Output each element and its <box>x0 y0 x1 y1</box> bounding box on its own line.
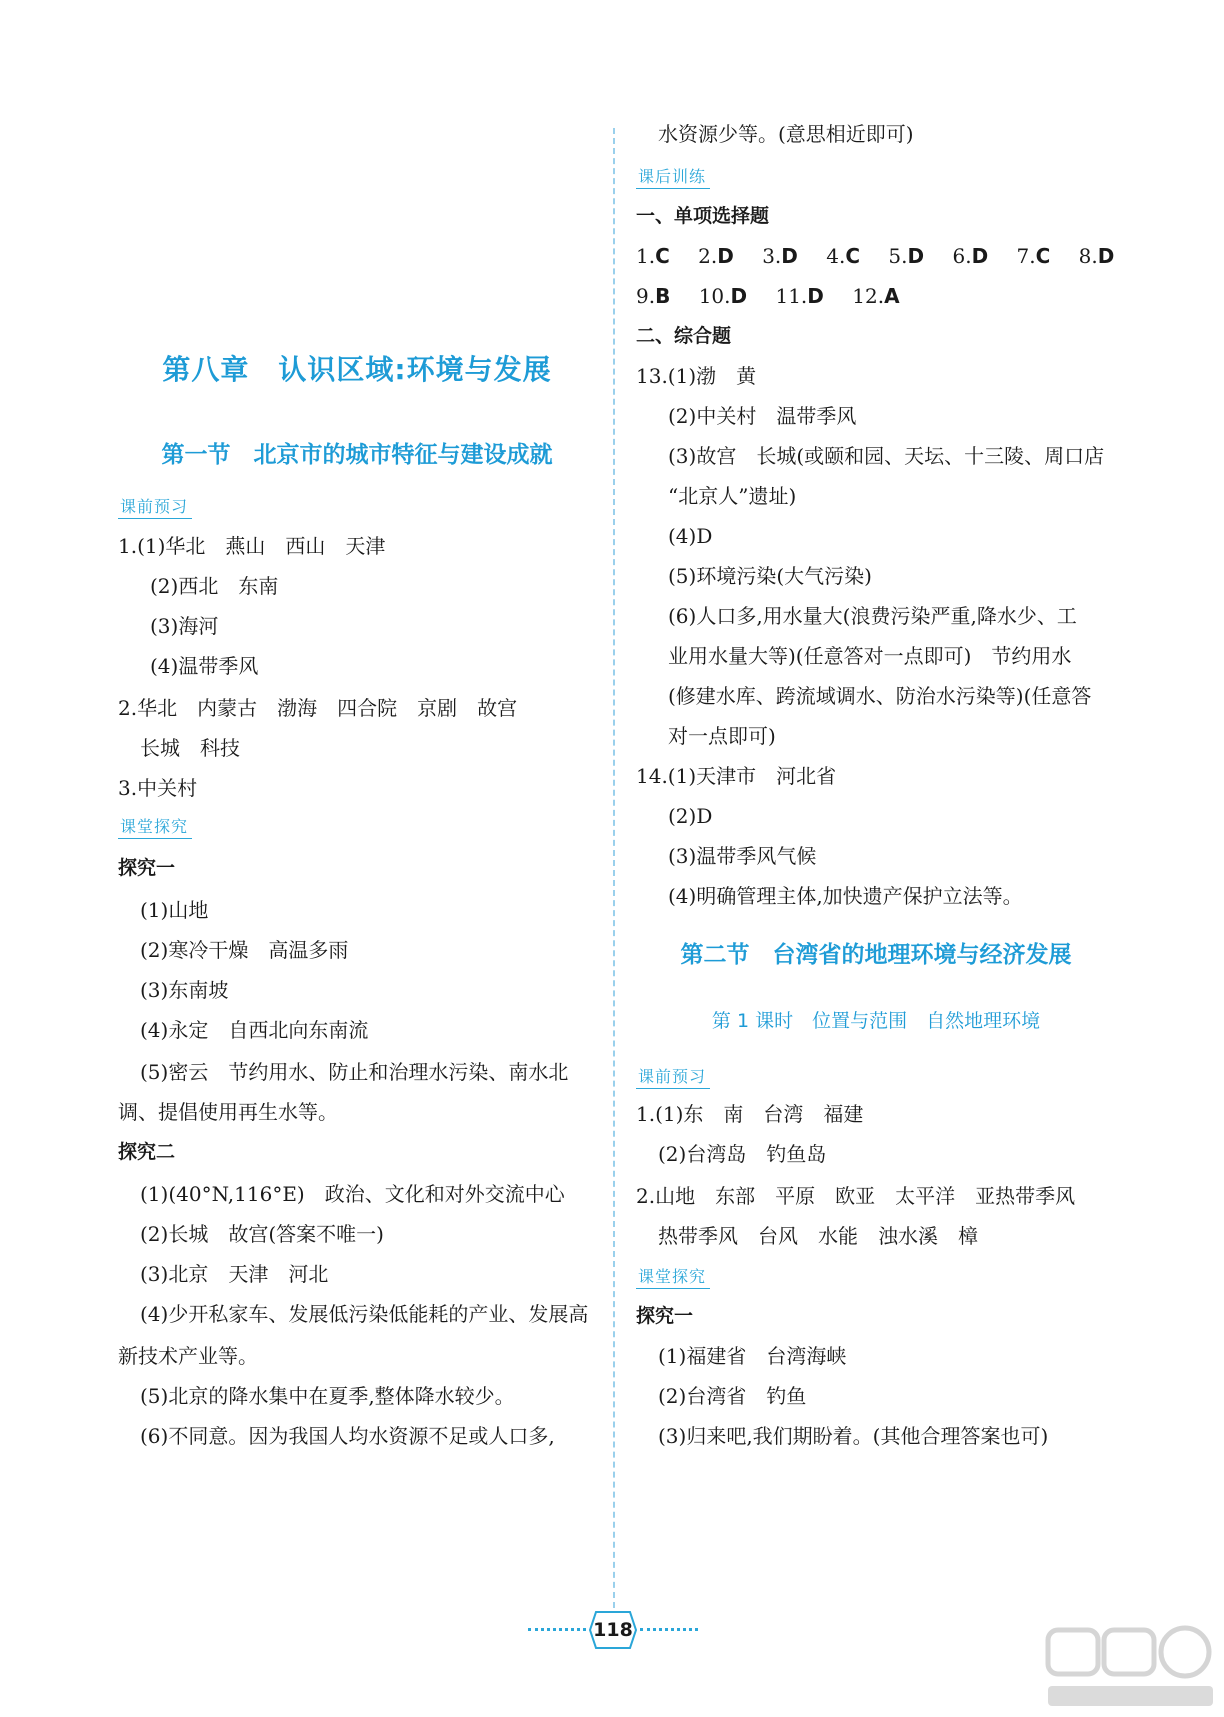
answer-line: (2)台湾岛 钓鱼岛 <box>658 1142 827 1166</box>
answer-line: 调、提倡使用再生水等。 <box>118 1100 338 1124</box>
answer-line: 新技术产业等。 <box>118 1344 258 1368</box>
footer-dots-left <box>528 1628 586 1631</box>
answer-line: “北京人”遗址) <box>668 484 797 508</box>
tag-class-explore: 课堂探究 <box>118 814 192 839</box>
answer-line: (4)少开私家车、发展低污染低能耗的产业、发展高 <box>140 1302 589 1326</box>
footer-dots-right <box>640 1628 698 1631</box>
answer-line: (6)人口多,用水量大(浪费污染严重,降水少、工 <box>668 604 1077 628</box>
watermark-logo-icon <box>1040 1620 1220 1715</box>
answer-line: (2)台湾省 钓鱼 <box>658 1384 807 1408</box>
answer-line: (3)温带季风气候 <box>668 844 817 868</box>
answer-line: (2)西北 东南 <box>150 574 279 598</box>
answer-line: (5)北京的降水集中在夏季,整体降水较少。 <box>140 1384 515 1408</box>
answer-line: 1.(1)东 南 台湾 福建 <box>636 1102 864 1126</box>
answer-line: (4)永定 自西北向东南流 <box>140 1018 369 1042</box>
answer-line: (3)东南坡 <box>140 978 229 1002</box>
answer-line: 3.中关村 <box>118 776 198 800</box>
lesson-1-title: 第 1 课时 位置与范围 自然地理环境 <box>711 1010 1041 1032</box>
column-divider <box>613 128 615 1618</box>
answer-line: (6)不同意。因为我国人均水资源不足或人口多, <box>140 1424 555 1448</box>
answer-line: (1)(40°N,116°E) 政治、文化和对外交流中心 <box>140 1182 565 1206</box>
comprehensive-heading: 二、综合题 <box>636 325 732 347</box>
answer-line: 对一点即可) <box>668 724 776 748</box>
tag-preview: 课前预习 <box>636 1064 710 1089</box>
answer-line: (2)中关村 温带季风 <box>668 404 857 428</box>
section-2-title: 第二节 台湾省的地理环境与经济发展 <box>680 941 1072 968</box>
answer-line: 13.(1)渤 黄 <box>636 364 757 388</box>
answer-line: 业用水量大等)(任意答对一点即可) 节约用水 <box>668 644 1072 668</box>
answer-line: (修建水库、跨流域调水、防治水污染等)(任意答 <box>668 684 1092 708</box>
section-1-title: 第一节 北京市的城市特征与建设成就 <box>161 441 553 468</box>
tag-class-explore: 课堂探究 <box>636 1264 710 1289</box>
answer-line: (5)环境污染(大气污染) <box>668 564 872 588</box>
answer-line: (3)北京 天津 河北 <box>140 1262 329 1286</box>
answer-line: (3)归来吧,我们期盼着。(其他合理答案也可) <box>658 1424 1049 1448</box>
tag-after-class: 课后训练 <box>636 164 710 189</box>
page-number-badge <box>588 1608 638 1652</box>
answer-line: (4)温带季风 <box>150 654 259 678</box>
answer-line: 长城 科技 <box>140 736 240 760</box>
answer-line: (2)D <box>668 804 713 828</box>
answer-line: 2.华北 内蒙古 渤海 四合院 京剧 故宫 <box>118 696 518 720</box>
answer-line: (4)D <box>668 524 713 548</box>
answer-line: 热带季风 台风 水能 浊水溪 樟 <box>658 1224 978 1248</box>
answer-line: 14.(1)天津市 河北省 <box>636 764 837 788</box>
answer-line: (5)密云 节约用水、防止和治理水污染、南水北 <box>140 1060 569 1084</box>
answer-line: (3)故宫 长城(或颐和园、天坛、十三陵、周口店 <box>668 444 1105 468</box>
answer-line: (1)福建省 台湾海峡 <box>658 1344 847 1368</box>
page-number: 118 <box>593 1619 633 1641</box>
answer-line: (2)长城 故宫(答案不唯一) <box>140 1222 384 1246</box>
answer-line: (4)明确管理主体,加快遗产保护立法等。 <box>668 884 1023 908</box>
answer-line: 水资源少等。(意思相近即可) <box>658 122 914 146</box>
explore-heading: 探究一 <box>636 1305 694 1327</box>
chapter-title: 第八章 认识区域:环境与发展 <box>162 353 552 386</box>
single-choice-heading: 一、单项选择题 <box>636 205 770 227</box>
tag-preview: 课前预习 <box>118 494 192 519</box>
answer-line: 1.(1)华北 燕山 西山 天津 <box>118 534 386 558</box>
explore-heading: 探究一 <box>118 857 176 879</box>
explore-heading: 探究二 <box>118 1141 176 1163</box>
answer-line: (3)海河 <box>150 614 219 638</box>
answer-line: (2)寒冷干燥 高温多雨 <box>140 938 349 962</box>
mc-row-1: 1.C 2.D 3.D 4.C 5.D 6.D 7.C 8.D <box>636 244 1115 268</box>
answer-line: 2.山地 东部 平原 欧亚 太平洋 亚热带季风 <box>636 1184 1076 1208</box>
mc-row-2: 9.B 10.D 11.D 12.A <box>636 284 900 308</box>
answer-line: (1)山地 <box>140 898 209 922</box>
